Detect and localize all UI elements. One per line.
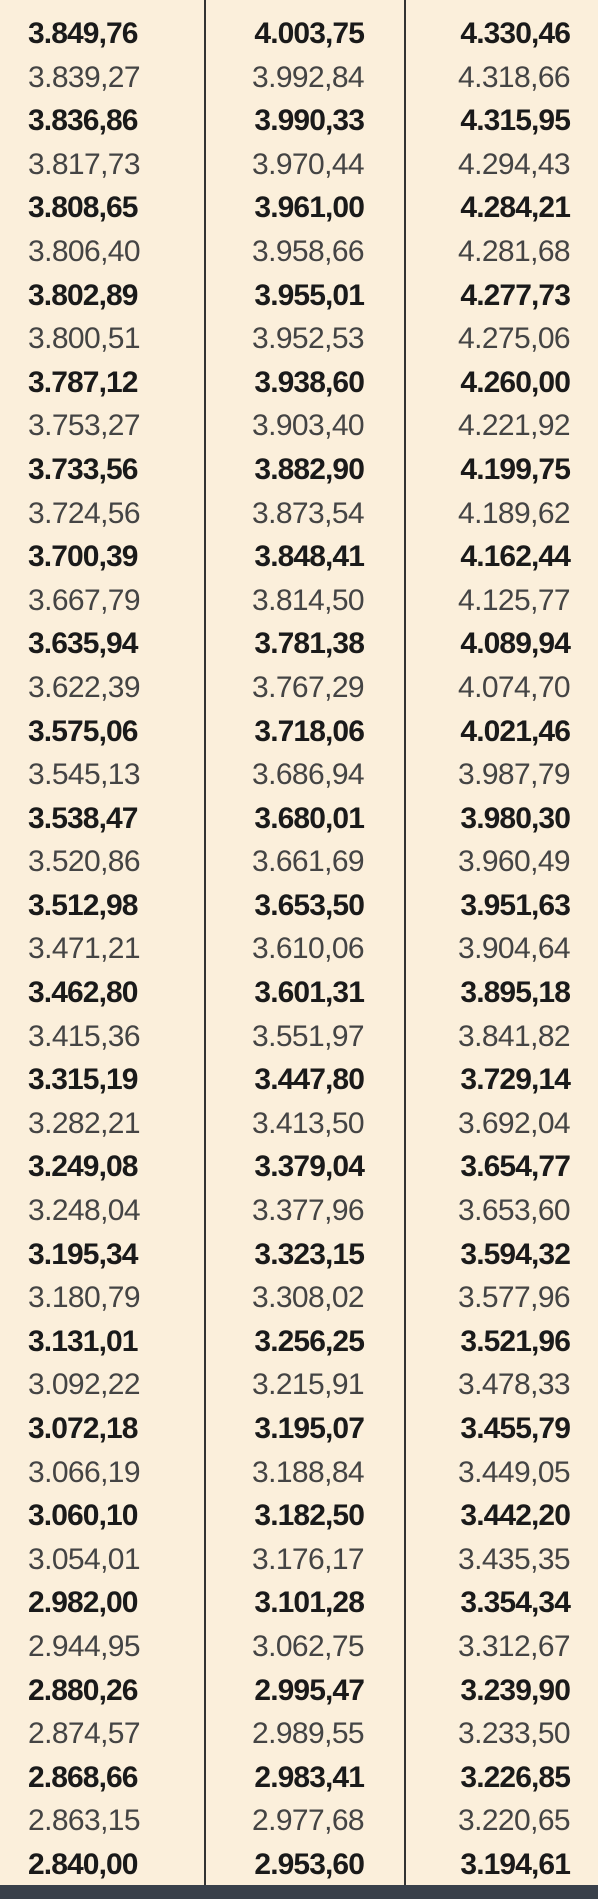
table-body — [0, 12, 598, 1887]
table-row — [0, 1494, 598, 1538]
table-row — [0, 927, 598, 971]
table-cell-col3: 3.577,96 — [458, 1281, 570, 1315]
table-cell-col1: 3.733,56 — [28, 452, 138, 486]
table-row — [0, 1538, 598, 1582]
table-cell-col3: 4.189,62 — [458, 496, 570, 530]
table-cell-col2: 3.958,66 — [252, 234, 364, 268]
table-row — [0, 1015, 598, 1059]
table-cell-col2: 3.323,15 — [254, 1237, 364, 1271]
table-row — [0, 1102, 598, 1146]
table-cell-col2: 3.377,96 — [252, 1194, 364, 1228]
table-row — [0, 1669, 598, 1713]
table-cell-col2: 3.938,60 — [254, 365, 364, 399]
table-cell-col3: 3.521,96 — [460, 1324, 570, 1358]
table-cell-col2: 3.195,07 — [254, 1412, 364, 1445]
table-cell-col2: 3.610,06 — [252, 932, 364, 966]
table-cell-col1: 3.060,10 — [28, 1499, 138, 1533]
table-cell-col1: 2.840,00 — [28, 1847, 138, 1881]
table-row — [0, 1451, 598, 1495]
table-row — [0, 1712, 598, 1756]
table-cell-col3: 4.318,66 — [458, 60, 570, 94]
table-cell-col3: 3.594,32 — [460, 1237, 570, 1271]
table-cell-col2: 3.413,50 — [252, 1106, 364, 1140]
table-cell-col1: 3.622,39 — [28, 670, 140, 704]
table-cell-col2: 3.379,04 — [254, 1150, 364, 1184]
table-row — [0, 12, 598, 56]
table-cell-col1: 2.880,26 — [28, 1673, 138, 1707]
table-row — [0, 1843, 598, 1887]
table-cell-col1: 2.944,95 — [28, 1629, 140, 1663]
table-cell-col3: 3.692,04 — [458, 1106, 570, 1140]
table-row — [0, 1407, 598, 1451]
table-cell-col3: 3.312,67 — [458, 1629, 570, 1663]
table-cell-col2: 3.176,17 — [252, 1542, 364, 1576]
table-cell-col2: 3.256,25 — [254, 1324, 364, 1358]
table-cell-col3: 3.220,65 — [458, 1804, 570, 1838]
table-cell-col3: 4.260,00 — [460, 365, 570, 399]
table-cell-col3: 3.354,34 — [460, 1586, 570, 1620]
table-cell-col1: 3.538,47 — [28, 801, 138, 835]
table-cell-col3: 4.294,43 — [458, 147, 570, 181]
table-cell-col1: 3.072,18 — [28, 1412, 138, 1445]
table-row — [0, 971, 598, 1015]
table-cell-col3: 3.194,61 — [460, 1847, 570, 1881]
table-cell-col3: 3.226,85 — [460, 1760, 570, 1794]
table-cell-col2: 3.686,94 — [252, 758, 364, 792]
table-cell-col2: 2.977,68 — [252, 1804, 364, 1838]
table-cell-col1: 2.868,66 — [28, 1760, 138, 1794]
table-cell-col2: 3.653,50 — [254, 888, 364, 922]
table-cell-col3: 4.125,77 — [458, 583, 570, 617]
table-cell-col2: 3.062,75 — [252, 1629, 364, 1663]
table-row — [0, 579, 598, 623]
table-row — [0, 797, 598, 841]
table-cell-col1: 3.462,80 — [28, 976, 138, 1010]
table-cell-col3: 4.074,70 — [458, 670, 570, 704]
table-row — [0, 99, 598, 143]
table-cell-col3: 3.904,64 — [458, 932, 570, 966]
table-cell-col1: 2.863,15 — [28, 1804, 140, 1838]
table-cell-col2: 3.882,90 — [254, 452, 364, 486]
table-cell-col1: 3.575,06 — [28, 714, 138, 748]
table-cell-col2: 3.970,44 — [252, 147, 364, 181]
table-row — [0, 710, 598, 754]
table-row — [0, 1756, 598, 1800]
table-cell-col3: 3.729,14 — [460, 1063, 570, 1097]
table-cell-col3: 3.239,90 — [460, 1673, 570, 1707]
table-cell-col2: 2.989,55 — [252, 1717, 364, 1751]
table-row — [0, 56, 598, 100]
table-row — [0, 1276, 598, 1320]
table-cell-col3: 4.277,73 — [460, 278, 570, 312]
table-cell-col2: 3.182,50 — [254, 1499, 364, 1533]
table-cell-col3: 4.275,06 — [458, 322, 570, 356]
table-cell-col1: 3.248,04 — [28, 1194, 140, 1228]
table-cell-col1: 3.635,94 — [28, 627, 138, 661]
table-row — [0, 404, 598, 448]
table-cell-col1: 3.800,51 — [28, 322, 140, 356]
table-cell-col1: 2.982,00 — [28, 1586, 138, 1620]
table-cell-col1: 3.415,36 — [28, 1019, 140, 1053]
table-row — [0, 230, 598, 274]
table-cell-col2: 3.955,01 — [254, 278, 364, 312]
table-cell-col3: 3.449,05 — [458, 1455, 570, 1489]
table-row — [0, 1799, 598, 1843]
table-cell-col3: 3.478,33 — [458, 1368, 570, 1402]
table-cell-col3: 3.654,77 — [460, 1150, 570, 1184]
table-cell-col1: 3.802,89 — [28, 278, 138, 312]
table-cell-col2: 3.551,97 — [252, 1019, 364, 1053]
table-cell-col1: 3.282,21 — [28, 1106, 140, 1140]
table-row — [0, 622, 598, 666]
table-cell-col1: 3.806,40 — [28, 234, 140, 268]
bottom-band — [0, 1885, 598, 1899]
table-cell-col1: 3.512,98 — [28, 888, 138, 922]
table-cell-col1: 3.092,22 — [28, 1368, 140, 1402]
table-cell-col2: 2.995,47 — [254, 1673, 364, 1707]
table-cell-col1: 3.753,27 — [28, 409, 140, 443]
table-row — [0, 1320, 598, 1364]
table-cell-col2: 3.952,53 — [252, 322, 364, 356]
table-cell-col1: 2.874,57 — [28, 1717, 140, 1751]
table-cell-col2: 3.215,91 — [252, 1368, 364, 1402]
table-cell-col3: 3.233,50 — [458, 1717, 570, 1751]
table-cell-col3: 3.895,18 — [460, 976, 570, 1010]
table-row — [0, 1058, 598, 1102]
table-row — [0, 1233, 598, 1277]
table-cell-col2: 3.188,84 — [252, 1455, 364, 1489]
table-cell-col3: 4.281,68 — [458, 234, 570, 268]
table-cell-col2: 3.767,29 — [252, 670, 364, 704]
table-cell-col2: 3.718,06 — [254, 714, 364, 748]
table-row — [0, 274, 598, 318]
table-row — [0, 1189, 598, 1233]
table-cell-col3: 4.089,94 — [460, 627, 570, 661]
table-cell-col2: 3.961,00 — [254, 191, 364, 225]
table-cell-col3: 4.162,44 — [460, 540, 570, 574]
table-row — [0, 448, 598, 492]
table-row — [0, 884, 598, 928]
table-cell-col1: 3.817,73 — [28, 147, 140, 181]
table-cell-col1: 3.054,01 — [28, 1542, 140, 1576]
table-cell-col1: 3.520,86 — [28, 845, 140, 879]
table-row — [0, 186, 598, 230]
table-cell-col1: 3.195,34 — [28, 1237, 138, 1271]
table-cell-col3: 3.653,60 — [458, 1194, 570, 1228]
table-cell-col3: 4.284,21 — [460, 191, 570, 225]
table-cell-col2: 3.680,01 — [254, 801, 364, 835]
table-cell-col2: 3.873,54 — [252, 496, 364, 530]
table-row — [0, 535, 598, 579]
table-cell-col1: 3.131,01 — [28, 1324, 138, 1358]
table-row — [0, 492, 598, 536]
table-cell-col3: 3.987,79 — [458, 758, 570, 792]
table-cell-col1: 3.787,12 — [28, 365, 138, 399]
table-cell-col3: 4.315,95 — [460, 104, 570, 138]
table-cell-col3: 3.960,49 — [458, 845, 570, 879]
table-cell-col1: 3.839,27 — [28, 60, 140, 94]
table-cell-col3: 4.021,46 — [460, 714, 570, 748]
table-cell-col1: 3.066,19 — [28, 1455, 140, 1489]
table-cell-col3: 4.221,92 — [458, 409, 570, 443]
table-cell-col1: 3.545,13 — [28, 758, 140, 792]
table-cell-col2: 3.903,40 — [252, 409, 364, 443]
table-cell-col3: 3.951,63 — [460, 888, 570, 922]
table-cell-col2: 3.848,41 — [254, 540, 364, 574]
table-cell-col3: 4.199,75 — [460, 452, 570, 486]
table-cell-col1: 3.700,39 — [28, 540, 138, 574]
table-row — [0, 1581, 598, 1625]
table-cell-col1: 3.724,56 — [28, 496, 140, 530]
table-row — [0, 666, 598, 710]
table-row — [0, 361, 598, 405]
table-cell-col1: 3.836,86 — [28, 104, 138, 138]
table-row — [0, 1625, 598, 1669]
table-row — [0, 1363, 598, 1407]
table-cell-col2: 3.661,69 — [252, 845, 364, 879]
table-cell-col1: 3.667,79 — [28, 583, 140, 617]
table-row — [0, 753, 598, 797]
table-cell-col2: 3.601,31 — [254, 976, 364, 1010]
table-cell-col3: 3.455,79 — [460, 1412, 570, 1445]
table-cell-col1: 3.471,21 — [28, 932, 140, 966]
table-row — [0, 840, 598, 884]
table-cell-col3: 3.841,82 — [458, 1019, 570, 1053]
table-cell-col1: 3.180,79 — [28, 1281, 140, 1315]
table-cell-col2: 3.781,38 — [254, 627, 364, 661]
table-cell-col2: 3.308,02 — [252, 1281, 364, 1315]
table-row — [0, 1145, 598, 1189]
table-cell-col3: 4.330,46 — [460, 17, 570, 50]
table-cell-col3: 3.435,35 — [458, 1542, 570, 1576]
table-cell-col2: 2.983,41 — [254, 1760, 364, 1794]
table-cell-col2: 3.447,80 — [254, 1063, 364, 1097]
table-cell-col2: 4.003,75 — [254, 17, 364, 50]
table-cell-col1: 3.249,08 — [28, 1150, 138, 1184]
table-cell-col3: 3.980,30 — [460, 801, 570, 835]
table-cell-col2: 3.101,28 — [254, 1586, 364, 1620]
table-row — [0, 317, 598, 361]
table-cell-col2: 3.990,33 — [254, 104, 364, 138]
table-cell-col2: 2.953,60 — [254, 1847, 364, 1881]
table-cell-col1: 3.808,65 — [28, 191, 138, 225]
table-cell-col2: 3.992,84 — [252, 60, 364, 94]
table-cell-col3: 3.442,20 — [460, 1499, 570, 1533]
table-cell-col1: 3.849,76 — [28, 17, 138, 50]
table-row — [0, 143, 598, 187]
table-cell-col1: 3.315,19 — [28, 1063, 138, 1097]
table-cell-col2: 3.814,50 — [252, 583, 364, 617]
